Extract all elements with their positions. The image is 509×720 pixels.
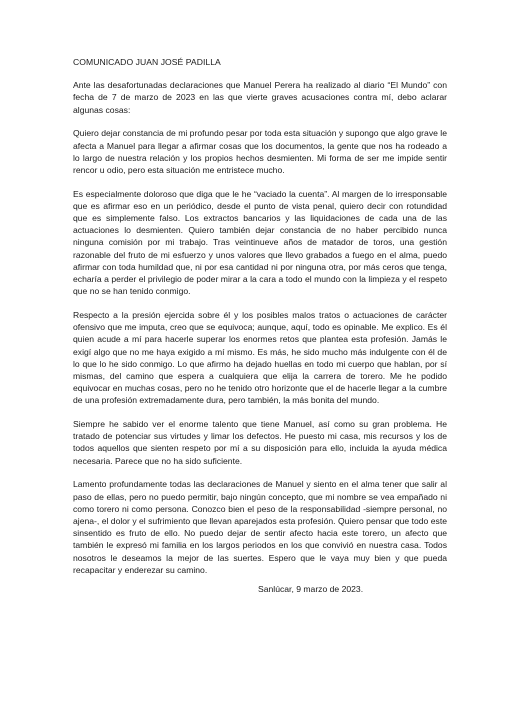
paragraph-account: Es especialmente doloroso que diga que le he “vaciado la cuenta”. Al margen de lo irresponsable que es afirmar eso en un periódico, desde el punto de vista penal, quiero decir con rotundidad que es simplemente falso. Los extractos bancarios y las liquidaciones de cada una de las actuaciones lo desmienten. Quiero también dejar constancia de no haber percibido nunca ninguna comisión por mi trabajo. Tras veintinueve años de matador de toros, una gestión razonable del fruto de mi esfuerzo y unos valores que llevo grabados a fuego en el alma, puedo afirmar con toda humildad que, ni por esa cantidad ni por ninguna otra, por más ceros que tenga, echaría a perder el privilegio de poder mirar a la cara a todo el mundo con la limpieza y el respeto que no se han tenido conmigo. <box>73 188 447 297</box>
paragraph-closing: Lamento profundamente todas las declaraciones de Manuel y siento en el alma tener que salir al paso de ellas, pero no puedo permitir, bajo ningún concepto, que mi nombre se vea empañado ni como torero ni como persona. Conozco bien el peso de la responsabilidad -siempre personal, no ajena-, el dolor y el sufrimiento que llevan aparejados esta profesión. Quiero pensar que todo este sinsentido es fruto de ello. No puedo dejar de sentir afecto hacia este torero, un afecto que también le expresó mi familia en los largos periodos en los que convivió en nuestra casa. Todos nosotros le deseamos la mejor de las suertes. Espero que le vaya muy bien y que pueda recapacitar y enderezar su camino. <box>73 479 447 575</box>
paragraph-talent: Siempre he sabido ver el enorme talento que tiene Manuel, así como su gran problema. He tratado de potenciar sus virtudes y limar los defectos. He puesto mi casa, mis recursos y los de todos aquellos que sienten respeto por mí a su disposición para ello, incluida la ayuda médica necesaria. Parece que no ha sido suficiente. <box>73 419 447 466</box>
paragraph-pressure: Respecto a la presión ejercida sobre él y los posibles malos tratos o actuaciones de carácter ofensivo que me imputa, creo que se equivoca; aunque, aquí, todo es opinable. Me explico. Es él quien acude a mí para hacerle superar los enormes retos que plantea esta profesión. Jamás le exigí algo que no me haya exigido a mí mismo. Es más, he sido mucho más indulgente con él de lo que lo he sido conmigo. Lo que afirmo ha dejado huellas en todo mi cuerpo que hablan, por sí mismas, del camino que espera a cualquiera que elija la carrera de torero. Me he podido equivocar en muchas cosas, pero no he tenido otro horizonte que el de hacerle llegar a la cumbre de una profesión extremadamente dura, pero también, la más bonita del mundo. <box>73 309 447 406</box>
place-date-signoff: Sanlúcar, 9 marzo de 2023. <box>258 583 364 594</box>
document-title: COMUNICADO JUAN JOSÉ PADILLA <box>73 57 221 67</box>
paragraph-intro: Ante las desafortunadas declaraciones que Manuel Perera ha realizado al diario “El Mundo” con fecha de 7 de marzo de 2023 en las que vierte graves acusaciones contra mí, debo aclarar algunas cosas: <box>73 80 447 115</box>
paragraph-regret: Quiero dejar constancia de mi profundo pesar por toda esta situación y supongo que algo grave le afecta a Manuel para llegar a afirmar cosas que los documentos, la gente que nos ha rodeado a lo largo de nuestra relación y los propios hechos desmienten. Mi forma de ser me impide sentir rencor u odio, pero esta situación me entristece mucho. <box>73 128 447 175</box>
